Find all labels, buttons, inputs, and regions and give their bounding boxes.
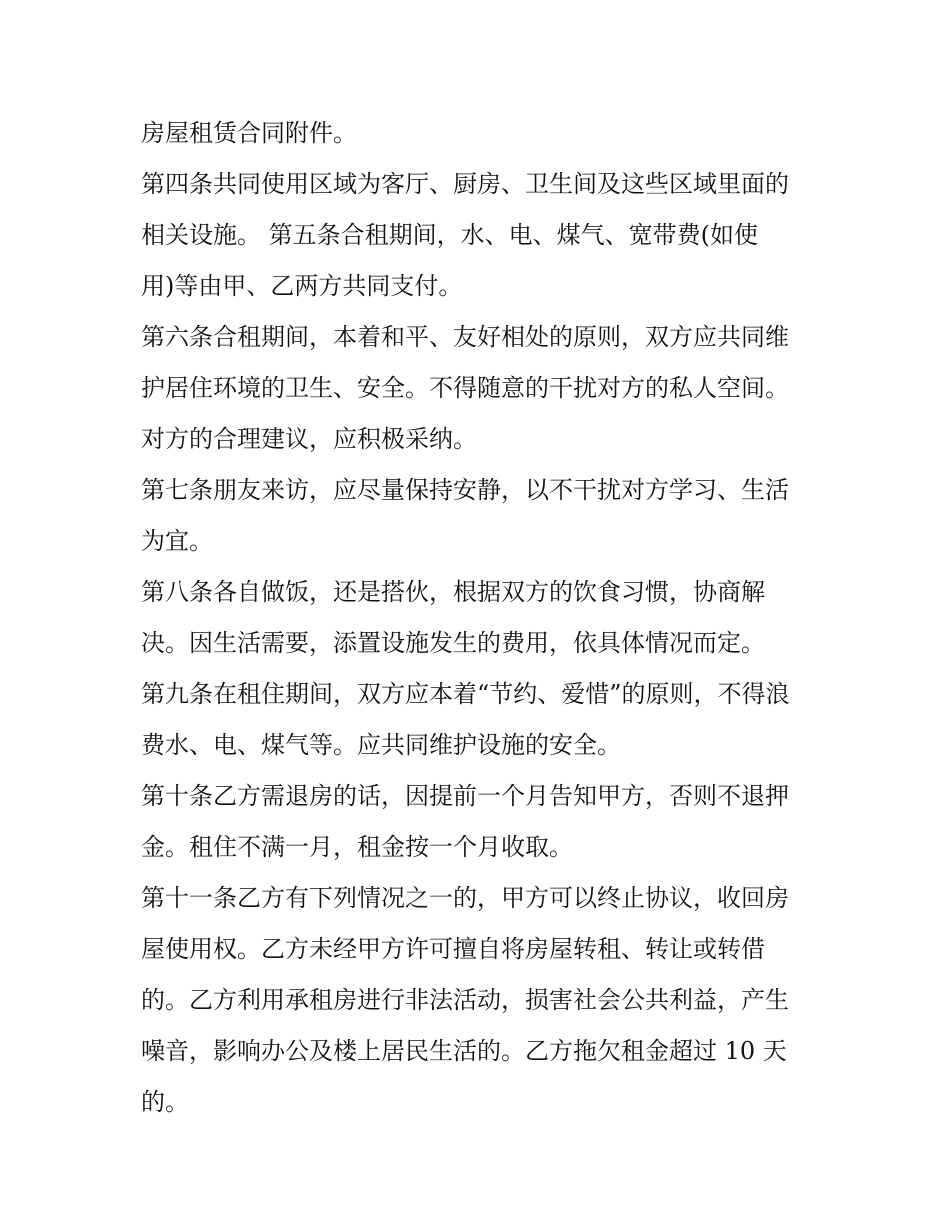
text-line: 决。因生活需要，添置设施发生的费用，依具体情况而定。: [141, 629, 765, 657]
text-line: 的。乙方利用承租房进行非法活动，损害社会公共利益，产生: [141, 986, 789, 1014]
text-line: 第八条各自做饭，还是搭伙，根据双方的饮食习惯，协商解: [141, 578, 765, 606]
text-line: 金。租住不满一月，租金按一个月收取。: [141, 833, 573, 861]
text-line: 第四条共同使用区域为客厅、厨房、卫生间及这些区域里面的: [141, 170, 789, 198]
text-line: 第九条在租住期间，双方应本着“节约、爱惜”的原则，不得浪: [141, 680, 790, 708]
text-line: 第七条朋友来访，应尽量保持安静，以不干扰对方学习、生活: [141, 476, 789, 504]
document-body: [141, 108, 821, 1128]
text-line: 相关设施。 第五条合租期间，水、电、煤气、宽带费(如使: [141, 221, 758, 249]
text-line: 为宜。: [141, 527, 213, 555]
text-line: 用)等由甲、乙两方共同支付。: [141, 272, 463, 300]
text-line: 房屋租赁合同附件。: [141, 119, 357, 147]
text-line: 费水、电、煤气等。应共同维护设施的安全。: [141, 731, 621, 759]
text-line: 第六条合租期间，本着和平、友好相处的原则，双方应共同维: [141, 323, 789, 351]
text-line: 第十条乙方需退房的话，因提前一个月告知甲方，否则不退押: [141, 782, 789, 810]
text-line: 护居住环境的卫生、安全。不得随意的干扰对方的私人空间。: [141, 374, 789, 402]
text-line: 噪音，影响办公及楼上居民生活的。乙方拖欠租金超过 10 天: [141, 1037, 787, 1065]
text-line: 第十一条乙方有下列情况之一的，甲方可以终止协议，收回房: [141, 884, 789, 912]
text-line: 对方的合理建议，应积极采纳。: [141, 425, 477, 453]
text-line: 屋使用权。乙方未经甲方许可擅自将房屋转租、转让或转借: [141, 935, 765, 963]
text-line: 的。: [141, 1088, 189, 1116]
